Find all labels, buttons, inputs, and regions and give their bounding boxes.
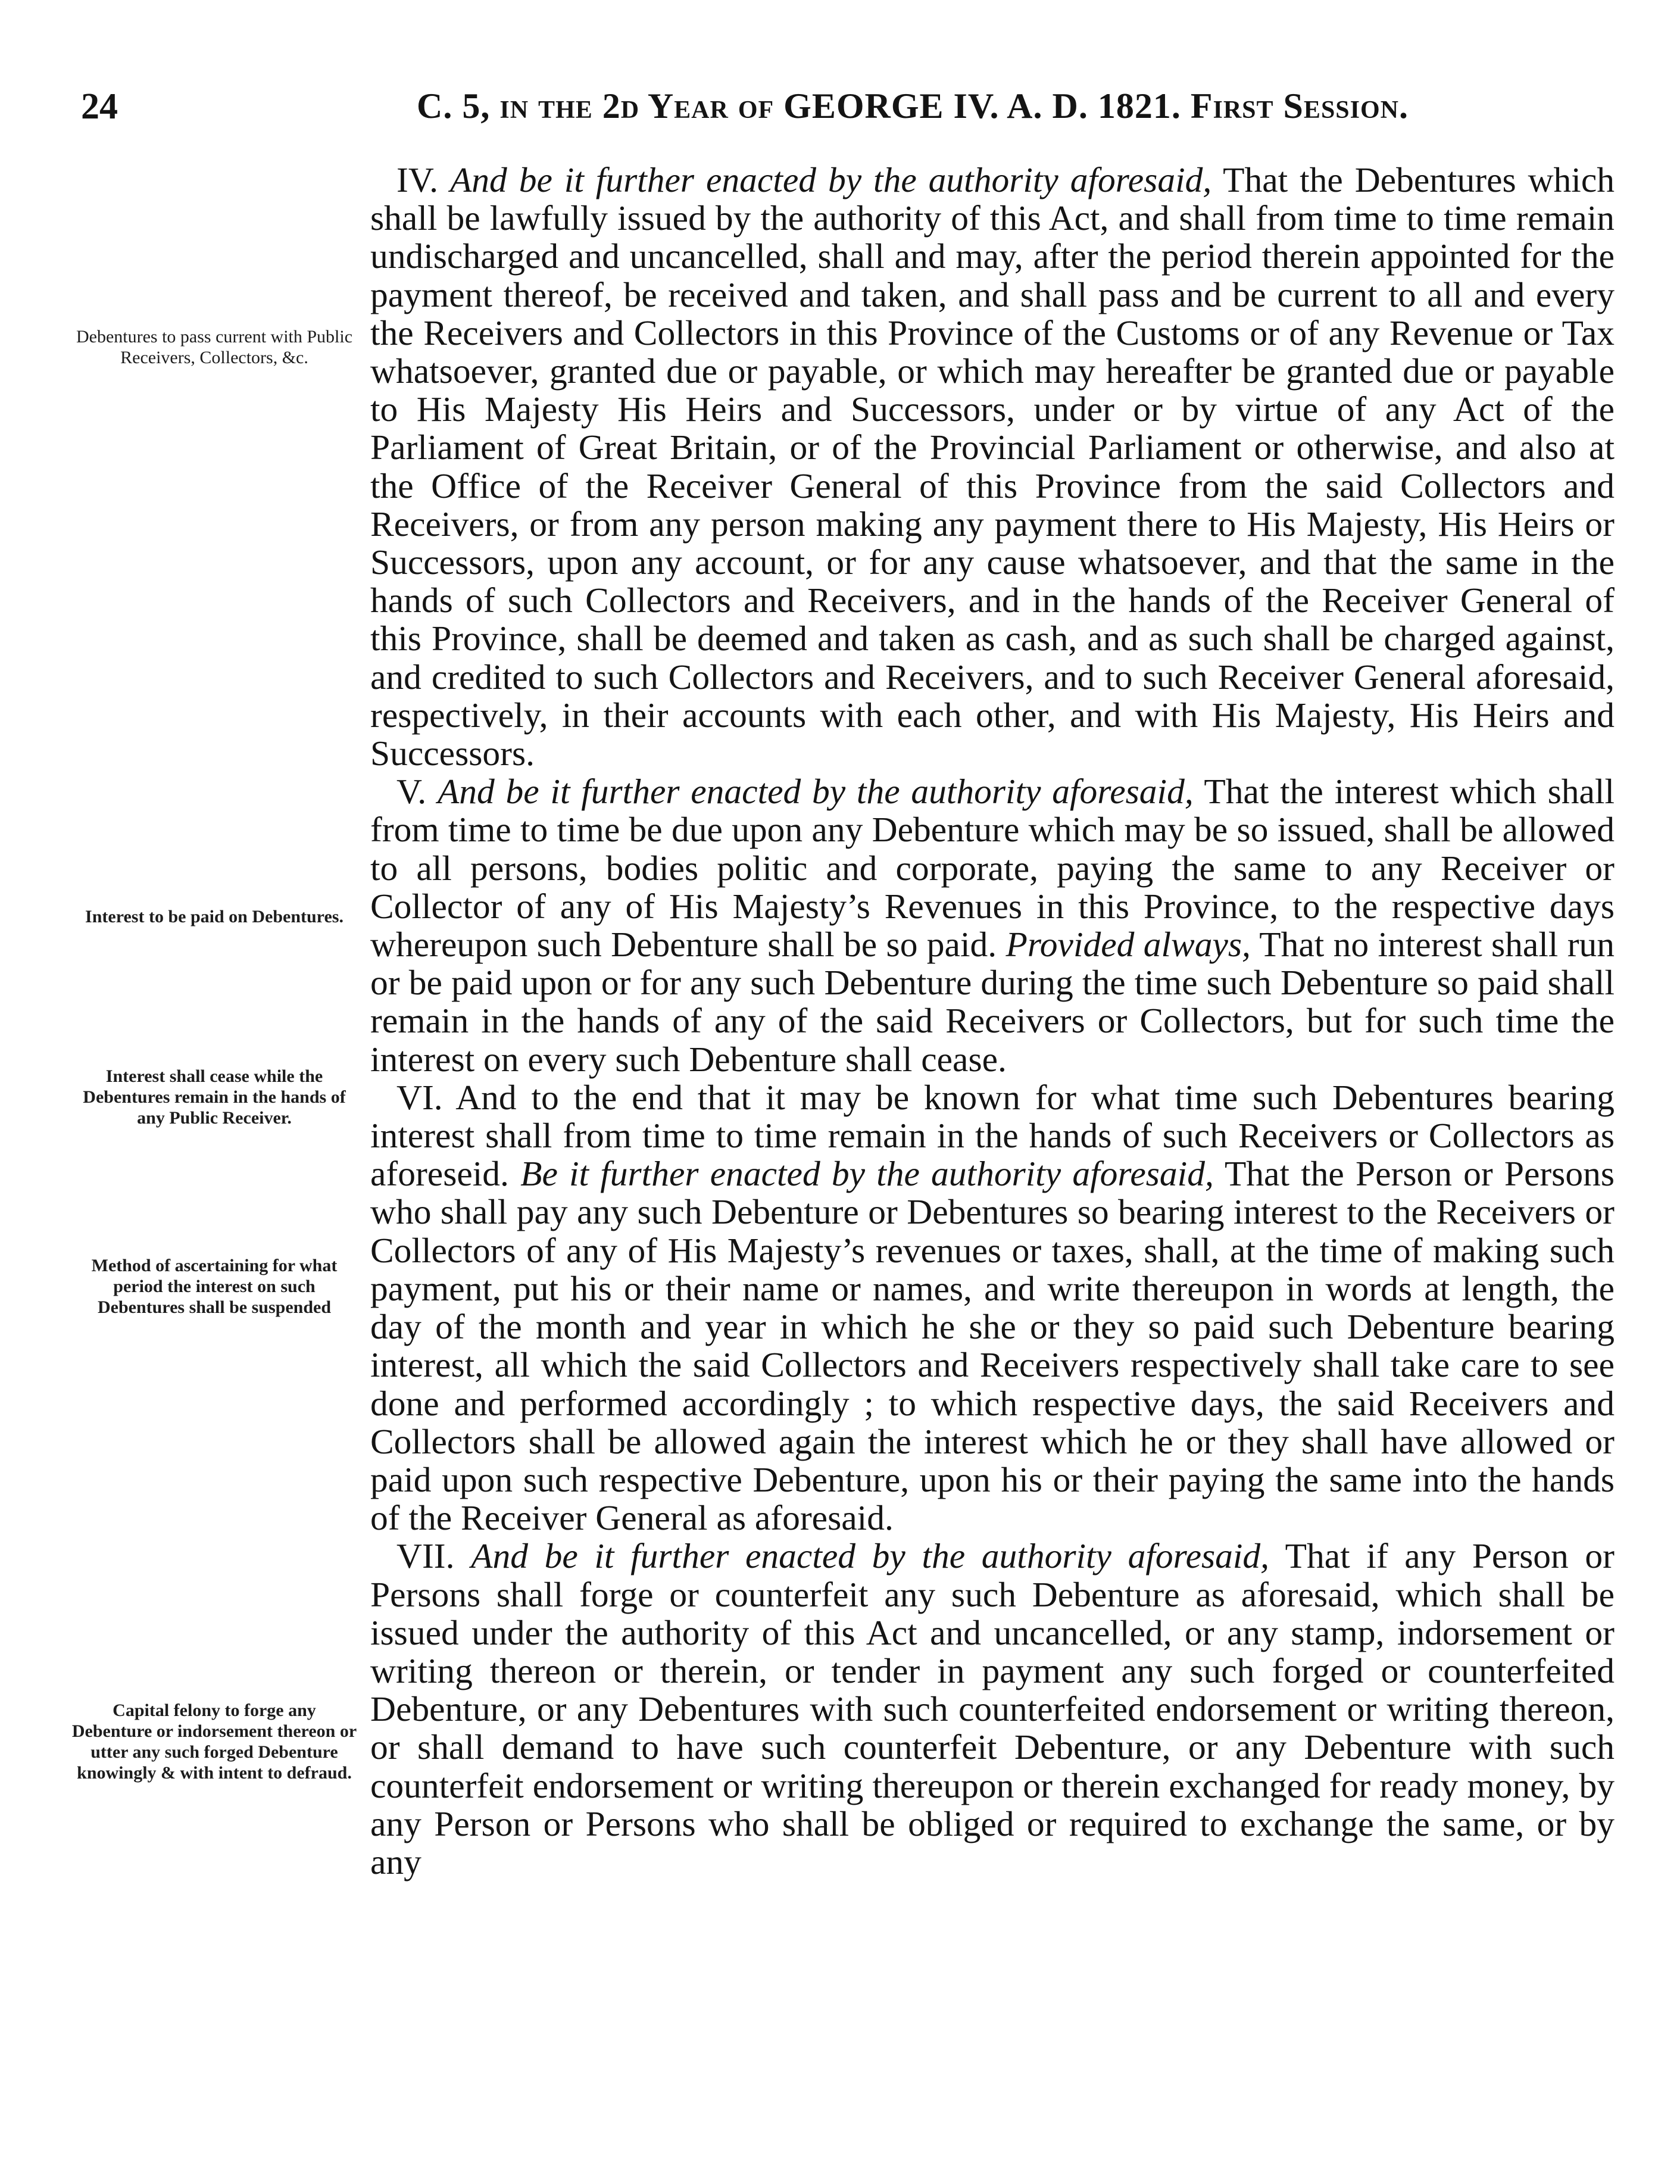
- enacting-clause: And be it further enacted by the authority aforesaid,: [437, 772, 1194, 812]
- margin-note-interest-cease: Interest shall cease while the Debentures remain in the hands of any Public Receiver.: [83, 1066, 346, 1128]
- enacting-clause: Be it further enacted by the authority aforesaid,: [520, 1154, 1214, 1194]
- enacting-clause: And be it further enacted by the authority aforesaid,: [471, 1536, 1270, 1576]
- chapter-reference: C. 5,: [417, 86, 491, 126]
- page-number: 24: [81, 86, 118, 127]
- section-iv: [370, 161, 1615, 772]
- section-vi: [370, 1078, 1615, 1537]
- running-head-session: First Session.: [1190, 86, 1409, 126]
- running-head-year: 2d Year: [602, 86, 729, 126]
- section-text: That the Debentures which shall be lawfully issued by the authority of this Act, and shall from time to time remain undischarged and uncancelled, shall and may, after the period therein appointed for the payment thereof, be received and taken, and shall pass and be current to all and every the Receivers and Collectors in this Province of the Customs or of any Revenue or Tax whatsoever, granted due or payable, or which may hereafter be granted due or payable to His Majesty His Heirs and Successors, under or by virtue of any Act of the Parliament of Great Britain, or of the Provincial Parliament or otherwise, and also at the Office of the Receiver General of this Province from the said Collectors and Receivers, or from any person making any payment there to His Majesty, His Heirs or Successors, upon any account, or for any cause whatsoever, and that the same in the hands of such Collectors and Receivers, and in the hands of the Receiver General of this Province, shall be deemed and taken as cash, and as such shall be charged against, and credited to such Collectors and Receivers, and to such Receiver General aforesaid, respectively, in their accounts with each other, and with His Majesty, His Heirs and Successors.: [370, 160, 1615, 773]
- section-text: That the Person or Persons who shall pay any such Debenture or Debentures so bearing interest to the Receivers or Collectors of any of His Majesty’s revenues or taxes, shall, at the time of making such payment, put his or their name or names, and write thereupon in words at length, the day of the month and year in which he she or they so paid such Debenture bearing interest, all which the said Collectors and Receivers respectively shall take care to see done and performed accordingly ; to which respective days, the said Receivers and Collectors shall be allowed again the interest which he or they shall have allowed or paid upon such respective Debenture, upon his or their paying the same into the hands of the Receiver General as aforesaid.: [370, 1154, 1615, 1538]
- statute-body: [370, 161, 1615, 2161]
- running-head: [71, 81, 1619, 135]
- section-text: That if any Person or Persons shall forge or counterfeit any such Debenture as aforesaid, which shall be issued under the authority of this Act and uncancelled, or any stamp, indorsement or writing thereon or therein, or tender in payment any such forged or counterfeited Debenture, or any Debentures with such counterfeited endorsement or writing thereon, or shall demand to have such counterfeit Debenture, or any Debenture with such counterfeit endorsement or writing thereupon or therein exchanged for ready money, by any Person or Persons who shall be obliged or required to exchange the same, or by any: [370, 1536, 1615, 1882]
- section-text: That the interest which shall from time to time be due upon any Debenture which may be so issued, shall be allowed to all persons, bodies politic and corporate, paying the same to any Receiver or Collector of any of His Majesty’s Revenues in this Province, to the respective days whereupon such Debenture shall be so paid.: [370, 772, 1615, 965]
- section-v: [370, 772, 1615, 1078]
- section-vii: [370, 1537, 1615, 1881]
- running-head-reign: GEORGE IV. A. D. 1821.: [783, 86, 1181, 126]
- section-numeral: V.: [396, 772, 427, 812]
- margin-note-method-ascertaining: Method of ascertaining for what period the interest on such Debentures shall be suspended: [91, 1256, 338, 1317]
- margin-note-debentures-current: Debentures to pass current with Public Receivers, Collectors, &c.: [76, 327, 353, 367]
- section-numeral: IV.: [396, 160, 438, 199]
- section-text-continued: That no interest shall run or be paid upon or for any such Debenture during the time such Debenture so paid shall remain in the hands of any of the said Receivers or Collectors, but for such time the interest on every such Debenture shall cease.: [370, 925, 1615, 1079]
- proviso-clause: Provided always,: [1005, 925, 1251, 965]
- margin-note-capital-felony: Capital felony to forge any Debenture or indorsement thereon or utter any such forged Debenture knowingly & with intent to defraud.: [71, 1701, 357, 1783]
- section-preamble: And to the end that it may be known for what time such Debentures bearing interest shall from time to time remain in the hands of such Receivers or Collectors as aforeseid.: [370, 1077, 1615, 1194]
- margin-note-interest-paid: Interest to be paid on Debentures.: [85, 907, 344, 926]
- running-head-of: of: [738, 86, 775, 126]
- section-numeral: VI.: [396, 1077, 443, 1117]
- section-numeral: VII.: [396, 1536, 455, 1576]
- running-head-title: [417, 86, 1667, 127]
- running-head-in-the: in the: [499, 86, 593, 126]
- enacting-clause: And be it further enacted by the authority aforesaid,: [449, 160, 1212, 199]
